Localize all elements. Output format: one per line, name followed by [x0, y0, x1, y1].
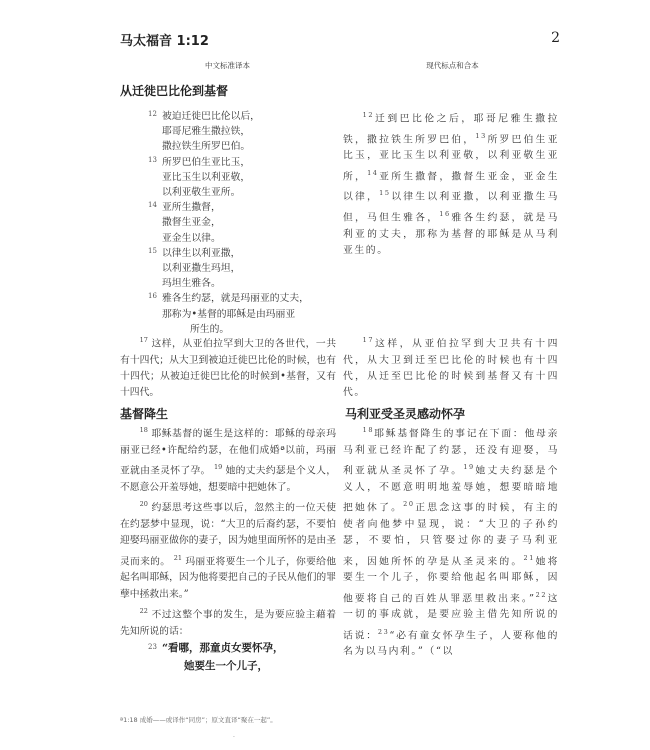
verse-number: 12 [362, 111, 375, 119]
genealogy-line: 撒拉铁生所罗巴伯。 [162, 141, 251, 153]
verse-number: 16 [148, 292, 157, 301]
verse-text: 正思念这事的时候，有主的使者向他梦中显现，说：“大卫的子孙约瑟，不要怕，只管娶过你的妻子马利亚来，因她所怀的孕是从圣灵来的。 [343, 502, 560, 567]
verse-text: 玛丽亚将要生一个儿子，你要给他起名叫耶稣，因为他将要把自己的子民从他们的罪孽中拯救出来。” [120, 555, 337, 600]
left-verse-17 [120, 332, 336, 402]
genealogy-line: 以利亚撒生玛坦， [162, 263, 241, 274]
book-reference: 马太福音 1:12 [120, 34, 209, 49]
verse-number: 18 [362, 426, 375, 434]
verse-number: 23 [148, 643, 157, 651]
genealogy-line: 那称为•基督的耶稣是由玛丽亚 [162, 308, 296, 320]
verse-text: 她将要生一个儿子，你要给他起名叫耶稣，因他要将自己的百姓从罪恶里救出来。” [343, 555, 559, 604]
verse-text: 雅各生约瑟，就是马利亚的丈夫，那称为基督的耶稣是从马利亚生的。 [343, 212, 559, 257]
verse-text: 亚所生撒督，撒督生亚金，亚金生以律， [343, 171, 559, 203]
verse-text: “必有童女怀孕生子，人要称他的名为以马内利。”（“以 [343, 630, 559, 658]
verse-number: 16 [439, 210, 451, 219]
page-header [120, 30, 560, 50]
verse-23-line-2: 她要生一个儿子， [184, 660, 268, 672]
verse-number: 22 [535, 590, 548, 599]
verse-number: 17 [362, 336, 375, 344]
verse-number: 15 [148, 246, 157, 255]
genealogy-line: 耶哥尼雅生撒拉铁， [162, 126, 251, 138]
verse-number: 20 [139, 500, 148, 509]
right-section-heading-2: 马利亚受圣灵感动怀孕 [345, 407, 466, 421]
genealogy-line: 所罗巴伯生亚比玉， [162, 156, 251, 168]
verse-number: 12 [148, 110, 157, 118]
right-verses-12-16 [343, 107, 559, 260]
verse-text: 这一切的事成就，是要应验主借先知所说的话说： [343, 592, 559, 642]
genealogy-line: 被迫迁徙巴比伦以后， [162, 111, 260, 122]
genealogy-line: 亚金生以律。 [162, 232, 221, 244]
verse-number: 14 [148, 201, 157, 210]
verse-number: 22 [139, 607, 148, 616]
verse-text: 约瑟思考这些事以后，忽然主的一位天使在约瑟梦中显现，说：“大卫的后裔约瑟，不要怕迎娶玛丽亚做你的妻子，因为她里面所怀的是由圣灵而来的。 [120, 502, 337, 567]
left-section-heading-1: 从迁徙巴比伦到基督 [120, 84, 229, 98]
genealogy-line: 亚比玉生以利亚敬， [162, 171, 251, 183]
right-verse-17 [343, 332, 559, 402]
verse-number: 13 [148, 155, 157, 164]
verse-number: 19 [463, 463, 475, 472]
genealogy-line: 以利亚敬生亚所。 [162, 187, 241, 198]
verse-text: 这样，从亚伯拉罕到大卫共有十四代，从大卫到迁至巴比伦的时候也有十四代，从迁至巴比伦的时候到基督又有十四代。 [343, 338, 559, 399]
verse-number: 14 [367, 168, 379, 177]
page-number: 2 [551, 30, 560, 46]
verse-text: 这样，从亚伯拉罕到大卫的各世代，一共有十四代；从大卫到被迫迁徙巴比伦的时候，也有十四代；从被迫迁徙巴比伦的时候到•基督，又有十四代。 [120, 338, 337, 399]
page-dot: . [233, 732, 235, 739]
genealogy-line: 所生的。 [190, 323, 230, 335]
left-verses-18-22 [120, 422, 336, 640]
verse-text: 耶稣基督降生的事记在下面：他母亲马利亚已经许配了约瑟，还没有迎娶，马利亚就从圣灵怀了孕。 [343, 428, 559, 477]
genealogy-line: 玛坦生雅各。 [162, 278, 221, 290]
verse-number: 17 [139, 336, 148, 344]
verse-text: 不过这整个事的发生，是为要应验主藉着先知所说的话： [120, 609, 337, 637]
verse-text: 耶稣基督的诞生是这样的：耶稣的母亲玛丽亚已经•许配给约瑟，在他们成婚ª以前，玛丽亚就由圣灵怀了孕。 [120, 428, 337, 477]
verse-text: 迁到巴比伦之后，耶哥尼雅生撒拉铁，撒拉铁生所罗巴伯， [343, 113, 559, 145]
left-section-heading-2: 基督降生 [120, 407, 169, 421]
verse-number: 21 [173, 553, 182, 562]
verse-number: 20 [403, 500, 415, 509]
genealogy-line: 撒督生亚金， [162, 217, 221, 229]
verse-text: 她丈夫约瑟是个义人，不愿意明明地羞辱她，想要暗暗地把她休了。 [343, 465, 560, 514]
verse-number: 18 [139, 426, 148, 434]
verse-text: 她的丈夫约瑟是个义人，不愿意公开羞辱她，想要暗中把她休了。 [120, 465, 337, 493]
verse-number: 21 [523, 553, 535, 562]
verse-23-line-1: “看哪，那童贞女要怀孕， [162, 642, 284, 654]
verse-text: 以律生以利亚撒，以利亚撒生马但，马但生雅各， [343, 191, 559, 224]
verse-number: 15 [379, 189, 391, 198]
genealogy-line: 以律生以利亚撒， [162, 247, 241, 259]
right-column-title: 现代标点和合本 [426, 61, 479, 70]
genealogy-line: 亚所生撒督， [162, 202, 221, 214]
genealogy-line: 雅各生约瑟，就是玛丽亚的丈夫， [162, 293, 309, 305]
verse-number: 13 [475, 131, 487, 140]
right-verses-18-23 [343, 422, 559, 661]
verse-number: 19 [213, 463, 223, 472]
verse-text: 所罗巴伯生亚比玉，亚比玉生以利亚敬，以利亚敬生亚所， [343, 133, 559, 183]
verse-number: 23 [377, 627, 390, 636]
left-column-title: 中文标准译本 [205, 61, 250, 70]
footnote: ª1:18 成婚——或译作“同房”；原文直译“聚在一起”。 [120, 716, 277, 724]
